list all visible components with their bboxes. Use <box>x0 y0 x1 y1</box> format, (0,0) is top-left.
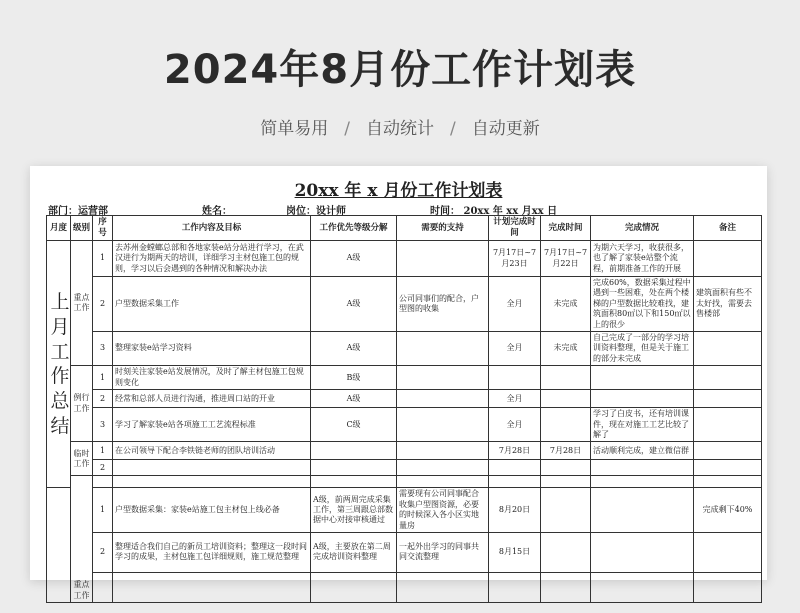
done-date-cell: 未完成 <box>541 332 591 366</box>
table-row <box>47 408 762 442</box>
feature-update: 自动更新 <box>471 119 540 139</box>
priority-cell: A级，前两周完成采集工作，第三周跟总部数据中心对接审核通过 <box>311 488 397 533</box>
note-cell <box>694 408 762 442</box>
done-date-cell <box>541 366 591 390</box>
status-cell <box>591 532 694 572</box>
priority-cell <box>311 460 397 476</box>
done-date-cell <box>541 460 591 476</box>
note-cell <box>694 442 762 460</box>
separator: / <box>450 119 456 139</box>
col-header: 工作内容及目标 <box>113 216 311 241</box>
col-header: 级别 <box>71 216 93 241</box>
status-cell <box>591 460 694 476</box>
support-cell: 公司同事们的配合，户型图的收集 <box>397 277 489 332</box>
done-date-cell <box>541 390 591 408</box>
table-row <box>47 241 762 277</box>
col-header: 完成时间 <box>541 216 591 241</box>
done-date-cell <box>541 408 591 442</box>
support-cell: 需要现有公司同事配合收集户型图资源，必要的时候深入各小区实地量房 <box>397 488 489 533</box>
done-date-cell: 7月17日~7月22日 <box>541 241 591 277</box>
row-number: 2 <box>93 390 113 408</box>
name-field: 姓名： <box>202 206 232 217</box>
level-cell: 例行工作 <box>71 366 93 442</box>
priority-cell: A级 <box>311 241 397 277</box>
support-cell <box>397 390 489 408</box>
col-header: 需要的支持 <box>397 216 489 241</box>
status-cell: 活动顺利完成，建立微信群 <box>591 442 694 460</box>
time-field: 时间： 20xx 年 xx 月xx 日 <box>430 206 558 217</box>
row-number: 2 <box>93 460 113 476</box>
plan-date-cell: 全月 <box>489 408 541 442</box>
table-row <box>47 390 762 408</box>
content-cell: 时刻关注家装e站发展情况，及时了解主材包施工包规则变化 <box>113 366 311 390</box>
row-number: 1 <box>93 442 113 460</box>
plan-date-cell: 7月28日 <box>489 442 541 460</box>
support-cell <box>397 332 489 366</box>
note-cell: 建筑面积有些不太好找，需要去售楼部 <box>694 277 762 332</box>
content-cell: 户型数据采集：家装e站施工包主材包上线必备 <box>113 488 311 533</box>
sheet-meta-row <box>30 202 767 216</box>
row-number: 3 <box>93 332 113 366</box>
content-cell: 户型数据采集工作 <box>113 277 311 332</box>
level-cell: 重点工作 <box>71 241 93 366</box>
level-cell: 重点工作 <box>71 476 93 603</box>
table-row <box>47 277 762 332</box>
status-cell <box>591 366 694 390</box>
feature-stats: 自动统计 <box>366 119 434 139</box>
col-header: 月度 <box>47 216 71 241</box>
plan-date-cell: 7月17日~7月23日 <box>489 241 541 277</box>
table-row <box>47 442 762 460</box>
content-cell: 在公司领导下配合李铁链老师的团队培训活动 <box>113 442 311 460</box>
position-field: 岗位：设计师 <box>286 206 346 217</box>
row-number: 2 <box>93 532 113 572</box>
table-header-row <box>47 216 762 241</box>
priority-cell: C级 <box>311 408 397 442</box>
plan-date-cell <box>489 460 541 476</box>
col-header: 计划完成时间 <box>489 216 541 241</box>
table-row <box>47 476 762 488</box>
note-cell <box>694 532 762 572</box>
priority-cell: A级 <box>311 277 397 332</box>
plan-date-cell <box>489 366 541 390</box>
plan-date-cell: 8月15日 <box>489 532 541 572</box>
separator: / <box>344 119 350 139</box>
status-cell: 学习了白皮书，还有培训课件，现在对施工工艺比较了解了 <box>591 408 694 442</box>
note-cell <box>694 460 762 476</box>
done-date-cell: 7月28日 <box>541 442 591 460</box>
feature-simple: 简单易用 <box>260 119 329 139</box>
status-cell <box>591 390 694 408</box>
month-cell <box>47 488 71 603</box>
done-date-cell <box>541 488 591 533</box>
feature-tagline <box>0 114 800 139</box>
priority-cell <box>311 442 397 460</box>
status-cell: 完成60%，数据采集过程中遇到一些困难，处在两个楼梯的户型数据比较难找，建筑面积80㎡以下和150㎡以上的很少 <box>591 277 694 332</box>
priority-cell: A级 <box>311 390 397 408</box>
table-row <box>47 460 762 476</box>
row-number: 3 <box>93 408 113 442</box>
row-number: 1 <box>93 366 113 390</box>
plan-date-cell: 8月20日 <box>489 488 541 533</box>
content-cell: 学习了解家装e站各项施工工艺流程标准 <box>113 408 311 442</box>
support-cell <box>397 366 489 390</box>
dept-field: 部门：运营部 <box>48 206 108 217</box>
note-cell: 完成剩下40% <box>694 488 762 533</box>
table-row <box>47 366 762 390</box>
note-cell <box>694 241 762 277</box>
priority-cell: A级 <box>311 332 397 366</box>
table-row <box>47 488 762 533</box>
spreadsheet-preview <box>30 166 767 600</box>
done-date-cell: 未完成 <box>541 277 591 332</box>
table-row <box>47 332 762 366</box>
work-plan-table <box>46 215 762 603</box>
page-title: 2024年8月份工作计划表 <box>163 47 637 93</box>
priority-cell: A级，主要放在第二周完成培训资料整理 <box>311 532 397 572</box>
content-cell: 去苏州金螳螂总部和各地家装e站分站进行学习，在武汉进行为期两天的培训，详细学习主材包施工包的规则，学习以后会遇到的各种情况和解决办法 <box>113 241 311 277</box>
support-cell <box>397 460 489 476</box>
support-cell <box>397 241 489 277</box>
col-header: 备注 <box>694 216 762 241</box>
plan-date-cell: 全月 <box>489 390 541 408</box>
plan-date-cell: 全月 <box>489 332 541 366</box>
status-cell: 为期六天学习，收获很多，也了解了家装e站整个流程，前期准备工作的开展 <box>591 241 694 277</box>
table-row <box>47 532 762 572</box>
content-cell: 经常和总部人员进行沟通，推进周口站的开业 <box>113 390 311 408</box>
row-number: 1 <box>93 488 113 533</box>
support-cell <box>397 442 489 460</box>
col-header: 工作优先等级分解 <box>311 216 397 241</box>
support-cell <box>397 408 489 442</box>
row-number: 1 <box>93 241 113 277</box>
content-cell <box>113 460 311 476</box>
month-cell: 上月工作总结 <box>47 241 71 488</box>
content-cell: 整理适合我们自己的新员工培训资料；整理这一段时间学习的成果，主材包施工包详细规则，施工规范整理 <box>113 532 311 572</box>
col-header: 完成情况 <box>591 216 694 241</box>
done-date-cell <box>541 532 591 572</box>
row-number: 2 <box>93 277 113 332</box>
level-cell: 临时工作 <box>71 442 93 476</box>
note-cell <box>694 390 762 408</box>
table-row <box>47 572 762 602</box>
priority-cell: B级 <box>311 366 397 390</box>
note-cell <box>694 366 762 390</box>
plan-date-cell: 全月 <box>489 277 541 332</box>
content-cell: 整理家装e站学习资料 <box>113 332 311 366</box>
status-cell: 自己完成了一部分的学习培训资料整理，但是关于施工的部分未完成 <box>591 332 694 366</box>
support-cell: 一起外出学习的同事共同交流整理 <box>397 532 489 572</box>
note-cell <box>694 332 762 366</box>
col-header: 序号 <box>93 216 113 241</box>
status-cell <box>591 488 694 533</box>
sheet-title: 20xx 年 x 月份工作计划表 <box>294 181 503 201</box>
